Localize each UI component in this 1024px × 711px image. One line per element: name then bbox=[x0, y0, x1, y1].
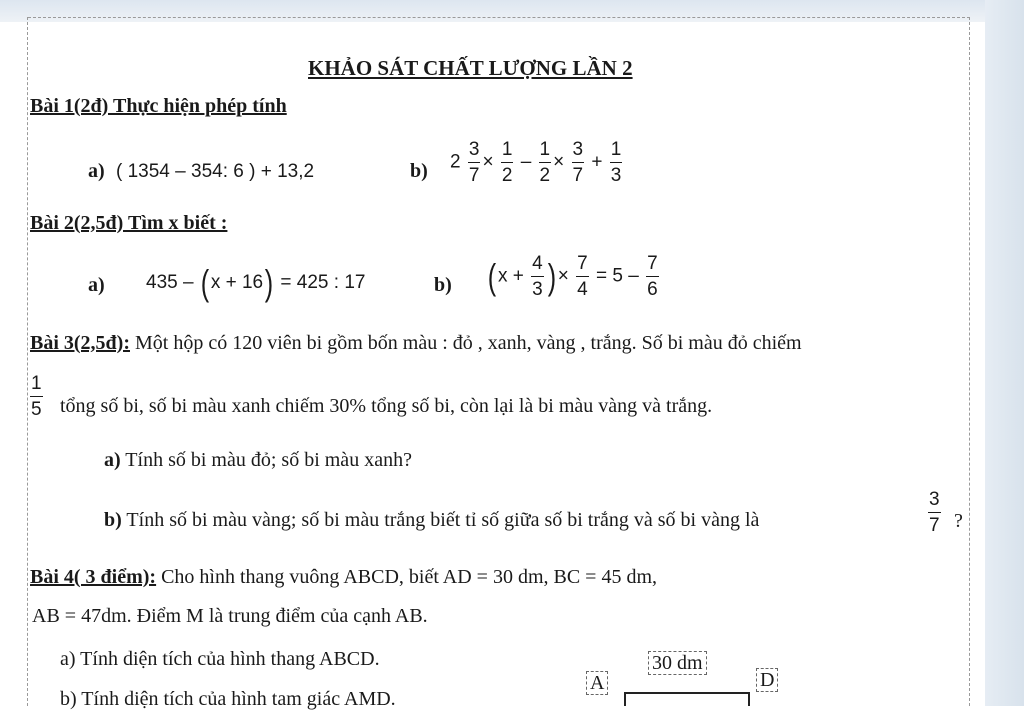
bai2-a-label: a) bbox=[88, 274, 105, 296]
figure-label-a bbox=[586, 672, 608, 695]
bai1-a-label: a) bbox=[88, 160, 105, 182]
label-text: A bbox=[586, 671, 608, 695]
question-label: a) bbox=[104, 449, 121, 471]
operator: × bbox=[553, 151, 565, 173]
label-text: D bbox=[756, 668, 778, 692]
question-text: Tính số bi màu đỏ; số bi màu xanh? bbox=[120, 449, 412, 471]
fraction: $\frac{1}{3}$ bbox=[610, 139, 622, 186]
fraction: $\frac{1}{2}$ bbox=[501, 139, 513, 186]
fraction: $\frac{7}{4}$ bbox=[577, 253, 588, 300]
expr-part: = 425 : 17 bbox=[280, 272, 366, 294]
bai1-b-expression bbox=[450, 140, 624, 185]
expr-inner: x + 16 bbox=[210, 272, 264, 294]
fraction: $\frac{7}{6}$ bbox=[647, 253, 658, 300]
expr-part: x + bbox=[498, 265, 524, 287]
fraction: $\frac{1}{2}$ bbox=[539, 139, 551, 186]
bai1-heading: Bài 1(2đ) Thực hiện phép tính bbox=[30, 95, 287, 117]
bai3-line1 bbox=[30, 332, 802, 355]
bai4-line1-text: Cho hình thang vuông ABCD, biết AD = 30 dm, BC = 45 dm, bbox=[156, 566, 658, 588]
bai3-qb-end: ? bbox=[954, 510, 963, 532]
figure-label-30dm bbox=[648, 652, 707, 675]
bai3-line2: tổng số bi, số bi màu xanh chiếm 30% tổng số bi, còn lại là bi màu vàng và trắng. bbox=[60, 395, 713, 417]
bai3-question-b bbox=[104, 509, 759, 532]
whole-number: 2 bbox=[450, 151, 461, 173]
bai2-b-label: b) bbox=[434, 274, 452, 296]
bai3-heading: Bài 3(2,5đ): bbox=[30, 332, 130, 354]
page-margin-guide-left bbox=[27, 17, 28, 706]
document-title: KHẢO SÁT CHẤT LƯỢNG LẦN 2 bbox=[308, 56, 633, 80]
fraction: $\frac{1}{5}$ bbox=[31, 373, 42, 420]
bai4-line1 bbox=[30, 566, 657, 589]
bai4-line2: AB = 47dm. Điểm M là trung điểm của cạnh AB. bbox=[32, 605, 428, 627]
paren-open: ( bbox=[200, 262, 210, 303]
fraction: $\frac{4}{3}$ bbox=[532, 253, 543, 300]
bai3-question-a bbox=[104, 449, 412, 472]
question-text: Tính số bi màu vàng; số bi màu trắng biết tỉ số giữa số bi trắng và số bi vàng là bbox=[121, 509, 760, 531]
operator: × bbox=[557, 265, 569, 287]
page-margin-guide-right bbox=[969, 17, 970, 706]
bai1-a-expression: ( 1354 – 354: 6 ) + 13,2 bbox=[116, 161, 315, 182]
fraction: $\frac{3}{7}$ bbox=[468, 139, 480, 186]
trapezoid-top-edge bbox=[624, 692, 750, 694]
bai4-question-a: a) Tính diện tích của hình thang ABCD. bbox=[60, 648, 380, 670]
operator: + bbox=[591, 151, 603, 173]
operator: – bbox=[520, 151, 532, 173]
paren-close: ) bbox=[547, 255, 556, 297]
bai3-qb-fraction bbox=[926, 490, 943, 535]
bai4-heading: Bài 4( 3 điểm): bbox=[30, 566, 157, 588]
expr-part: = 5 – bbox=[595, 265, 639, 287]
bai2-a-expression bbox=[146, 262, 366, 303]
bai2-heading: Bài 2(2,5đ) Tìm x biết : bbox=[30, 212, 228, 234]
bai3-line1-text: Một hộp có 120 viên bi gồm bốn màu : đỏ , xanh, vàng , trắng. Số bi màu đỏ chiếm bbox=[130, 332, 802, 354]
figure-label-d bbox=[756, 669, 778, 692]
label-text: 30 dm bbox=[648, 651, 707, 675]
window-right-edge bbox=[985, 0, 1024, 706]
question-label: b) bbox=[104, 509, 122, 531]
expr-part: 435 – bbox=[146, 272, 194, 294]
trapezoid-left-edge bbox=[624, 692, 626, 706]
bai4-question-b: b) Tính diện tích của hình tam giác AMD. bbox=[60, 688, 396, 710]
page-margin-guide-top bbox=[28, 17, 970, 18]
fraction: $\frac{3}{7}$ bbox=[572, 139, 584, 186]
bai2-b-expression bbox=[486, 254, 661, 299]
trapezoid-right-edge bbox=[748, 692, 750, 706]
paren-close: ) bbox=[264, 262, 274, 303]
operator: × bbox=[482, 151, 494, 173]
bai1-b-label: b) bbox=[410, 160, 428, 182]
fraction: $\frac{3}{7}$ bbox=[929, 489, 940, 536]
window-top-strip bbox=[0, 0, 1024, 22]
paren-open: ( bbox=[487, 255, 497, 297]
bai3-fraction bbox=[28, 374, 45, 419]
